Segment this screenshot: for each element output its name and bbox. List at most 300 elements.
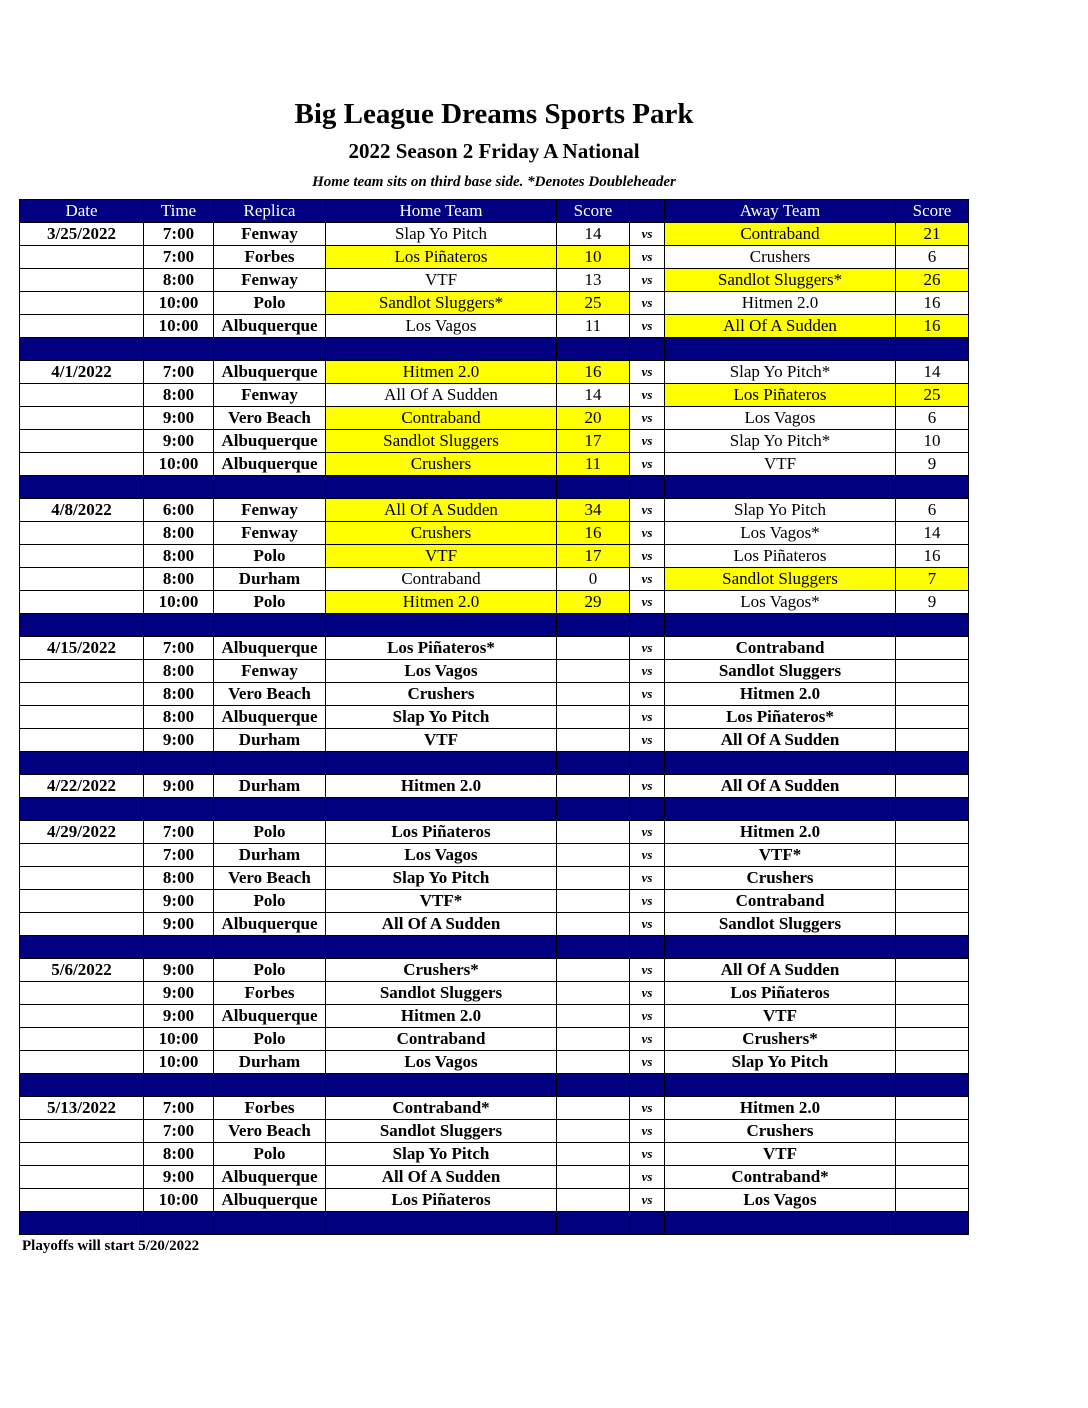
game-replica: Albuquerque (214, 453, 326, 476)
away-score: 26 (896, 269, 969, 292)
separator-cell (665, 798, 896, 821)
separator-cell (896, 798, 969, 821)
away-score: 25 (896, 384, 969, 407)
home-team: Crushers (326, 453, 557, 476)
header-row (20, 200, 969, 223)
separator-cell (326, 338, 557, 361)
home-team: Slap Yo Pitch (326, 867, 557, 890)
separator-cell (326, 798, 557, 821)
away-score (896, 1097, 969, 1120)
game-replica: Fenway (214, 223, 326, 246)
vs-label: vs (630, 407, 665, 430)
separator-cell (144, 1212, 214, 1235)
game-date: 5/13/2022 (20, 1097, 144, 1120)
game-time: 8:00 (144, 568, 214, 591)
home-score: 17 (557, 430, 630, 453)
separator-cell (557, 476, 630, 499)
separator-cell (20, 752, 144, 775)
game-date (20, 407, 144, 430)
home-score (557, 1189, 630, 1212)
separator-cell (144, 614, 214, 637)
game-time: 8:00 (144, 545, 214, 568)
week-separator (20, 476, 969, 499)
home-score (557, 913, 630, 936)
home-team: Crushers (326, 683, 557, 706)
home-score (557, 890, 630, 913)
vs-label: vs (630, 959, 665, 982)
home-score (557, 821, 630, 844)
game-time: 8:00 (144, 384, 214, 407)
separator-cell (144, 338, 214, 361)
separator-cell (20, 338, 144, 361)
game-date (20, 1143, 144, 1166)
home-score (557, 982, 630, 1005)
home-score: 25 (557, 292, 630, 315)
game-date (20, 913, 144, 936)
game-time: 8:00 (144, 269, 214, 292)
away-team: All Of A Sudden (665, 775, 896, 798)
vs-label: vs (630, 1051, 665, 1074)
game-date (20, 591, 144, 614)
game-replica: Albuquerque (214, 913, 326, 936)
away-team: VTF (665, 1005, 896, 1028)
away-score: 14 (896, 361, 969, 384)
game-date (20, 1120, 144, 1143)
game-replica: Polo (214, 959, 326, 982)
game-replica: Vero Beach (214, 407, 326, 430)
home-score (557, 1051, 630, 1074)
game-time: 10:00 (144, 292, 214, 315)
home-score (557, 1028, 630, 1051)
header-home-score: Score (557, 200, 630, 223)
game-time: 10:00 (144, 591, 214, 614)
away-team: Slap Yo Pitch (665, 1051, 896, 1074)
home-score (557, 959, 630, 982)
home-team: Los Piñateros* (326, 637, 557, 660)
playoffs-note: Playoffs will start 5/20/2022 (22, 1238, 200, 1254)
home-team: Los Piñateros (326, 821, 557, 844)
game-replica: Polo (214, 890, 326, 913)
game-replica: Polo (214, 292, 326, 315)
table-row (20, 683, 969, 706)
separator-cell (630, 476, 665, 499)
game-replica: Vero Beach (214, 683, 326, 706)
away-team: VTF (665, 1143, 896, 1166)
away-team: All Of A Sudden (665, 315, 896, 338)
home-score: 10 (557, 246, 630, 269)
game-date: 4/29/2022 (20, 821, 144, 844)
vs-label: vs (630, 729, 665, 752)
home-score (557, 1120, 630, 1143)
away-score (896, 729, 969, 752)
separator-cell (144, 476, 214, 499)
separator-cell (326, 614, 557, 637)
game-date (20, 1005, 144, 1028)
separator-cell (214, 1074, 326, 1097)
table-row (20, 499, 969, 522)
separator-cell (630, 752, 665, 775)
home-team: All Of A Sudden (326, 913, 557, 936)
home-score (557, 844, 630, 867)
away-score (896, 1005, 969, 1028)
game-replica: Durham (214, 1051, 326, 1074)
separator-cell (214, 798, 326, 821)
table-row (20, 453, 969, 476)
home-score (557, 706, 630, 729)
game-date (20, 1166, 144, 1189)
separator-cell (326, 936, 557, 959)
game-replica: Durham (214, 844, 326, 867)
game-time: 7:00 (144, 246, 214, 269)
away-team: Crushers* (665, 1028, 896, 1051)
separator-cell (896, 1212, 969, 1235)
table-row (20, 706, 969, 729)
game-replica: Forbes (214, 982, 326, 1005)
header-home-team: Home Team (326, 200, 557, 223)
home-score (557, 660, 630, 683)
table-row (20, 1028, 969, 1051)
separator-cell (630, 936, 665, 959)
home-team: Contraband (326, 1028, 557, 1051)
away-score (896, 844, 969, 867)
separator-cell (214, 936, 326, 959)
away-team: Los Vagos (665, 407, 896, 430)
vs-label: vs (630, 1143, 665, 1166)
game-time: 9:00 (144, 430, 214, 453)
separator-cell (665, 1074, 896, 1097)
game-replica: Vero Beach (214, 867, 326, 890)
away-team: Slap Yo Pitch* (665, 430, 896, 453)
game-replica: Polo (214, 1143, 326, 1166)
away-team: Sandlot Sluggers (665, 660, 896, 683)
game-time: 7:00 (144, 223, 214, 246)
vs-label: vs (630, 1166, 665, 1189)
game-date (20, 292, 144, 315)
vs-label: vs (630, 361, 665, 384)
game-date (20, 522, 144, 545)
away-team: Los Piñateros (665, 982, 896, 1005)
home-score (557, 1143, 630, 1166)
game-replica: Vero Beach (214, 1120, 326, 1143)
home-score: 14 (557, 384, 630, 407)
vs-label: vs (630, 315, 665, 338)
vs-label: vs (630, 568, 665, 591)
home-score (557, 683, 630, 706)
game-time: 8:00 (144, 522, 214, 545)
table-row (20, 867, 969, 890)
game-replica: Albuquerque (214, 430, 326, 453)
away-score (896, 867, 969, 890)
away-score (896, 821, 969, 844)
home-score (557, 637, 630, 660)
home-team: Contraband (326, 407, 557, 430)
home-score: 34 (557, 499, 630, 522)
header-away-score: Score (896, 200, 969, 223)
away-team: Sandlot Sluggers (665, 913, 896, 936)
away-score: 16 (896, 545, 969, 568)
away-team: Sandlot Sluggers* (665, 269, 896, 292)
schedule-body (20, 223, 969, 1235)
vs-label: vs (630, 384, 665, 407)
away-team: Slap Yo Pitch (665, 499, 896, 522)
header-away-team: Away Team (665, 200, 896, 223)
home-team: VTF (326, 269, 557, 292)
away-team: All Of A Sudden (665, 959, 896, 982)
away-team: Los Piñateros* (665, 706, 896, 729)
vs-label: vs (630, 269, 665, 292)
game-date (20, 844, 144, 867)
table-row (20, 269, 969, 292)
game-date: 4/8/2022 (20, 499, 144, 522)
home-team: Hitmen 2.0 (326, 591, 557, 614)
home-team: Hitmen 2.0 (326, 361, 557, 384)
game-date (20, 1189, 144, 1212)
separator-cell (557, 936, 630, 959)
separator-cell (20, 1212, 144, 1235)
away-team: Los Vagos (665, 1189, 896, 1212)
table-row (20, 1097, 969, 1120)
separator-cell (557, 614, 630, 637)
table-row (20, 1005, 969, 1028)
vs-label: vs (630, 1120, 665, 1143)
table-row (20, 660, 969, 683)
away-score (896, 1028, 969, 1051)
vs-label: vs (630, 683, 665, 706)
vs-label: vs (630, 1097, 665, 1120)
home-team: Contraband (326, 568, 557, 591)
home-score (557, 729, 630, 752)
home-score: 11 (557, 453, 630, 476)
away-score: 16 (896, 315, 969, 338)
home-score (557, 1005, 630, 1028)
home-score: 0 (557, 568, 630, 591)
separator-cell (557, 752, 630, 775)
home-team: All Of A Sudden (326, 1166, 557, 1189)
home-team: Sandlot Sluggers (326, 1120, 557, 1143)
separator-cell (896, 936, 969, 959)
separator-cell (630, 338, 665, 361)
table-row (20, 384, 969, 407)
game-time: 9:00 (144, 1005, 214, 1028)
game-date (20, 568, 144, 591)
table-row (20, 568, 969, 591)
away-team: Los Vagos* (665, 591, 896, 614)
home-team: Los Vagos (326, 1051, 557, 1074)
vs-label: vs (630, 867, 665, 890)
game-replica: Albuquerque (214, 1189, 326, 1212)
away-team: Crushers (665, 1120, 896, 1143)
table-row (20, 637, 969, 660)
game-time: 9:00 (144, 1166, 214, 1189)
home-score: 16 (557, 522, 630, 545)
away-score: 9 (896, 591, 969, 614)
separator-cell (665, 476, 896, 499)
separator-cell (557, 798, 630, 821)
game-date (20, 1028, 144, 1051)
home-team: Crushers (326, 522, 557, 545)
home-score: 16 (557, 361, 630, 384)
game-time: 9:00 (144, 775, 214, 798)
away-team: Hitmen 2.0 (665, 821, 896, 844)
home-team: Crushers* (326, 959, 557, 982)
game-replica: Fenway (214, 384, 326, 407)
away-score (896, 890, 969, 913)
home-team: All Of A Sudden (326, 384, 557, 407)
separator-cell (665, 1212, 896, 1235)
separator-cell (20, 476, 144, 499)
home-team: VTF (326, 545, 557, 568)
header-replica: Replica (214, 200, 326, 223)
separator-cell (896, 752, 969, 775)
away-score: 6 (896, 246, 969, 269)
game-time: 6:00 (144, 499, 214, 522)
game-replica: Durham (214, 729, 326, 752)
game-time: 10:00 (144, 453, 214, 476)
separator-cell (20, 936, 144, 959)
home-score (557, 775, 630, 798)
vs-label: vs (630, 499, 665, 522)
game-date (20, 890, 144, 913)
game-date (20, 430, 144, 453)
home-team: Sandlot Sluggers (326, 430, 557, 453)
vs-label: vs (630, 545, 665, 568)
vs-label: vs (630, 453, 665, 476)
separator-cell (214, 752, 326, 775)
away-score (896, 1143, 969, 1166)
game-date: 5/6/2022 (20, 959, 144, 982)
vs-label: vs (630, 844, 665, 867)
game-replica: Polo (214, 591, 326, 614)
separator-cell (144, 936, 214, 959)
separator-cell (665, 936, 896, 959)
home-team: Los Piñateros (326, 246, 557, 269)
table-row (20, 775, 969, 798)
table-row (20, 1166, 969, 1189)
separator-cell (557, 338, 630, 361)
separator-cell (896, 476, 969, 499)
vs-label: vs (630, 246, 665, 269)
game-date (20, 1051, 144, 1074)
game-date (20, 660, 144, 683)
table-row (20, 890, 969, 913)
table-row (20, 315, 969, 338)
home-score: 20 (557, 407, 630, 430)
game-replica: Albuquerque (214, 706, 326, 729)
home-team: All Of A Sudden (326, 499, 557, 522)
game-time: 9:00 (144, 959, 214, 982)
game-time: 9:00 (144, 913, 214, 936)
page-note: Home team sits on third base side. *Denotes Doubleheader (312, 174, 676, 190)
table-row (20, 913, 969, 936)
vs-label: vs (630, 913, 665, 936)
game-replica: Durham (214, 775, 326, 798)
game-replica: Durham (214, 568, 326, 591)
week-separator (20, 614, 969, 637)
game-date (20, 729, 144, 752)
away-team: Contraband (665, 223, 896, 246)
game-date: 4/15/2022 (20, 637, 144, 660)
game-date (20, 315, 144, 338)
game-replica: Fenway (214, 499, 326, 522)
vs-label: vs (630, 430, 665, 453)
vs-label: vs (630, 706, 665, 729)
vs-label: vs (630, 292, 665, 315)
away-team: Contraband (665, 637, 896, 660)
separator-cell (665, 614, 896, 637)
game-time: 7:00 (144, 1120, 214, 1143)
game-time: 10:00 (144, 315, 214, 338)
vs-label: vs (630, 660, 665, 683)
vs-label: vs (630, 1028, 665, 1051)
home-team: Slap Yo Pitch (326, 1143, 557, 1166)
away-score (896, 1051, 969, 1074)
vs-label: vs (630, 1005, 665, 1028)
game-time: 8:00 (144, 660, 214, 683)
separator-cell (326, 1212, 557, 1235)
game-time: 9:00 (144, 407, 214, 430)
table-row (20, 246, 969, 269)
away-team: Slap Yo Pitch* (665, 361, 896, 384)
table-row (20, 959, 969, 982)
table-row (20, 1189, 969, 1212)
away-score: 16 (896, 292, 969, 315)
game-date (20, 683, 144, 706)
page-subtitle: 2022 Season 2 Friday A National (348, 139, 640, 163)
game-time: 7:00 (144, 844, 214, 867)
game-time: 8:00 (144, 706, 214, 729)
separator-cell (20, 1074, 144, 1097)
game-time: 10:00 (144, 1028, 214, 1051)
game-replica: Fenway (214, 660, 326, 683)
away-team: All Of A Sudden (665, 729, 896, 752)
table-row (20, 821, 969, 844)
away-score (896, 775, 969, 798)
game-time: 9:00 (144, 982, 214, 1005)
home-score: 11 (557, 315, 630, 338)
table-row (20, 982, 969, 1005)
vs-label: vs (630, 775, 665, 798)
game-replica: Polo (214, 1028, 326, 1051)
home-score: 17 (557, 545, 630, 568)
header-date: Date (20, 200, 144, 223)
separator-cell (214, 614, 326, 637)
away-score (896, 913, 969, 936)
game-date (20, 453, 144, 476)
game-time: 7:00 (144, 1097, 214, 1120)
game-time: 7:00 (144, 361, 214, 384)
game-replica: Albuquerque (214, 637, 326, 660)
away-team: Hitmen 2.0 (665, 1097, 896, 1120)
away-score (896, 1120, 969, 1143)
game-time: 9:00 (144, 729, 214, 752)
away-score: 14 (896, 522, 969, 545)
game-date (20, 269, 144, 292)
table-row (20, 545, 969, 568)
away-score: 9 (896, 453, 969, 476)
table-row (20, 430, 969, 453)
table-row (20, 361, 969, 384)
game-replica: Polo (214, 545, 326, 568)
home-team: Hitmen 2.0 (326, 1005, 557, 1028)
home-team: Los Vagos (326, 660, 557, 683)
game-date (20, 545, 144, 568)
week-separator (20, 752, 969, 775)
vs-label: vs (630, 1189, 665, 1212)
home-team: Hitmen 2.0 (326, 775, 557, 798)
separator-cell (144, 752, 214, 775)
separator-cell (20, 798, 144, 821)
away-team: Contraband (665, 890, 896, 913)
